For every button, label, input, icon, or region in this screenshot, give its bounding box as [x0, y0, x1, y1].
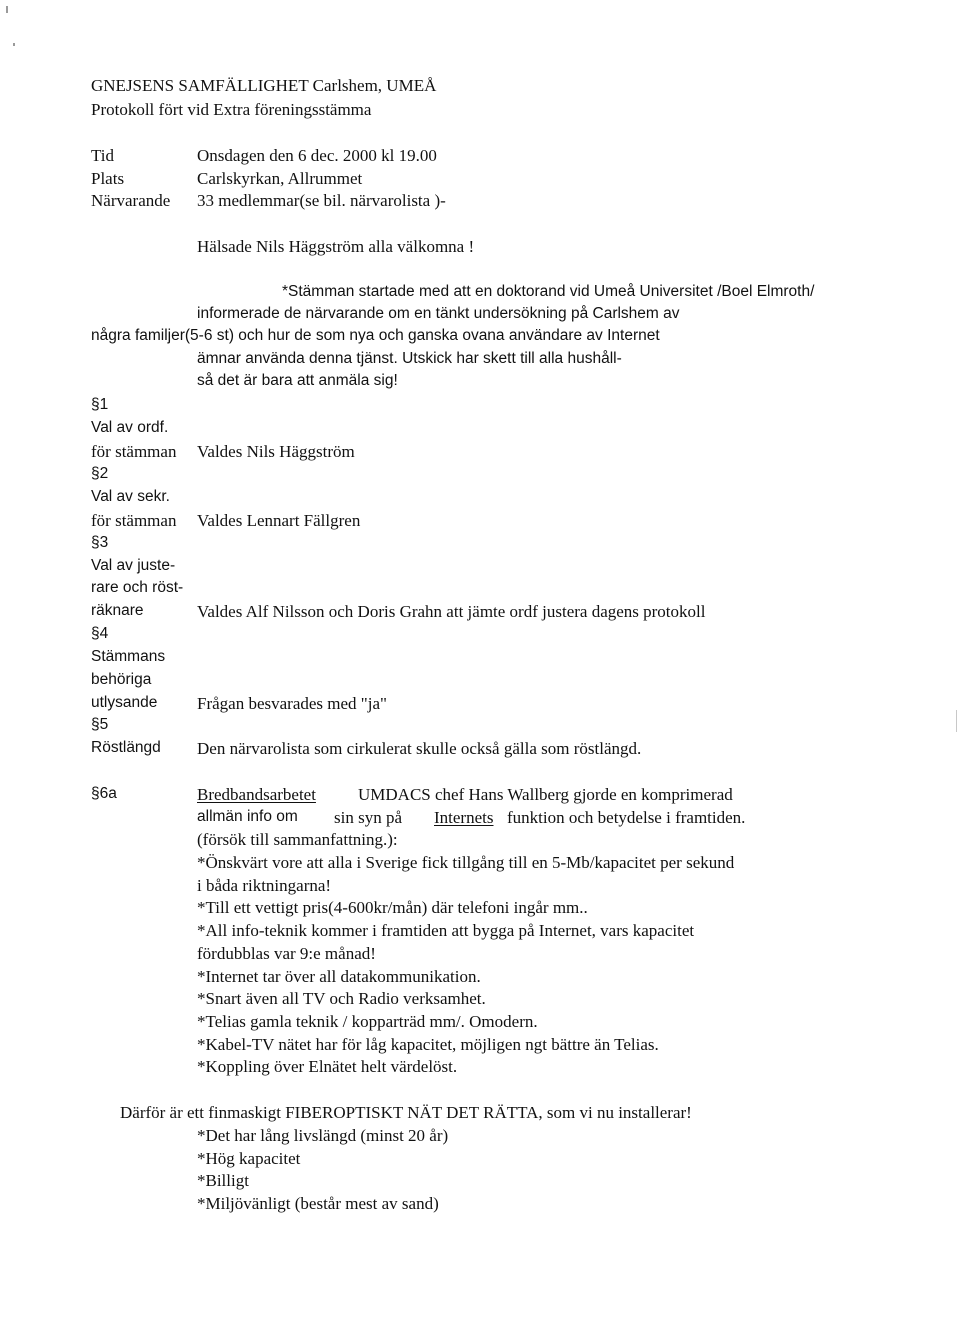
- section-1-number: §1: [91, 396, 109, 413]
- section-3-number: §3: [91, 534, 109, 551]
- intro-line-4: ämnar använda denna tjänst. Utskick har skett till alla hushåll-: [197, 350, 622, 367]
- intro-line-2: informerade de närvarande om en tänkt undersökning på Carlshem av: [197, 305, 680, 322]
- section-4-number: §4: [91, 625, 109, 642]
- section-6a-bullet: *Telias gamla teknik / kopparträd mm/. Omodern.: [197, 1012, 538, 1031]
- plats-label: Plats: [91, 169, 125, 188]
- section-1-heading: för stämman: [91, 442, 177, 461]
- section-6a-bullet: *Kabel-TV nätet har för låg kapacitet, möjligen ngt bättre än Telias.: [197, 1035, 659, 1054]
- section-2-heading: för stämman: [91, 511, 177, 530]
- section-6a-line: funktion och betydelse i framtiden.: [507, 808, 746, 827]
- plats-value: Carlskyrkan, Allrummet: [197, 169, 363, 188]
- scan-speck: [956, 710, 957, 732]
- section-2-number: §2: [91, 465, 109, 482]
- scan-speck: [6, 6, 8, 13]
- section-6a-bullet: *Önskvärt vore att alla i Sverige fick tillgång till en 5-Mb/kapacitet per sekund: [197, 853, 735, 872]
- section-6a-bullet: *Snart även all TV och Radio verksamhet.: [197, 989, 486, 1008]
- document-subtitle: Protokoll fört vid Extra föreningsstämma: [91, 100, 372, 119]
- intro-line-5: så det är bara att anmäla sig!: [197, 372, 398, 389]
- section-6a-intro: UMDACS chef Hans Wallberg gjorde en komprimerad: [358, 785, 733, 804]
- section-5-heading: Röstlängd: [91, 739, 161, 756]
- section-3-text: Valdes Alf Nilsson och Doris Grahn att jämte ordf justera dagens protokoll: [197, 602, 706, 621]
- section-6a-line: sin syn på: [334, 808, 402, 827]
- narvarande-label: Närvarande: [91, 191, 171, 210]
- intro-line-1: *Stämman startade med att en doktorand vid Umeå Universitet /Boel Elmroth/: [282, 283, 815, 300]
- greeting: Hälsade Nils Häggström alla välkomna !: [197, 237, 475, 256]
- intro-line-3: några familjer(5-6 st) och hur de som nya och ganska ovana användare av Internet: [91, 327, 660, 344]
- section-5-text: Den närvarolista som cirkulerat skulle också gälla som röstlängd.: [197, 739, 642, 758]
- section-4-heading: behöriga: [91, 671, 152, 688]
- conclusion-point: *Billigt: [197, 1171, 249, 1190]
- internets-term: Internets: [434, 808, 494, 827]
- conclusion-line: Därför är ett finmaskigt FIBEROPTISKT NÄT DET RÄTTA, som vi nu installerar!: [120, 1103, 692, 1122]
- conclusion-point: *Det har lång livslängd (minst 20 år): [197, 1126, 449, 1145]
- section-6a-bullet: *Till ett vettigt pris(4-600kr/mån) där telefoni ingår mm..: [197, 898, 588, 917]
- narvarande-value: 33 medlemmar(se bil. närvarolista )-: [197, 191, 446, 210]
- section-6a-number: §6a: [91, 785, 117, 802]
- section-3-heading: räknare: [91, 602, 144, 619]
- section-6a-bullet: fördubblas var 9:e månad!: [197, 944, 376, 963]
- section-3-heading: Val av juste-: [91, 557, 176, 574]
- conclusion-point: *Miljövänligt (består mest av sand): [197, 1194, 439, 1213]
- section-5-number: §5: [91, 716, 109, 733]
- tid-value: Onsdagen den 6 dec. 2000 kl 19.00: [197, 146, 437, 165]
- scan-speck: [13, 43, 15, 46]
- section-3-heading: rare och röst-: [91, 579, 184, 596]
- section-2-heading: Val av sekr.: [91, 488, 170, 505]
- section-4-heading: Stämmans: [91, 648, 166, 665]
- section-4-text: Frågan besvarades med "ja": [197, 694, 387, 713]
- section-6a-bullet: *Koppling över Elnätet helt värdelöst.: [197, 1057, 458, 1076]
- section-6a-bullet: *All info-teknik kommer i framtiden att bygga på Internet, vars kapacitet: [197, 921, 695, 940]
- section-1-heading: Val av ordf.: [91, 419, 169, 436]
- conclusion-point: *Hög kapacitet: [197, 1149, 301, 1168]
- document-title: GNEJSENS SAMFÄLLIGHET Carlshem, UMEÅ: [91, 76, 437, 95]
- section-4-heading: utlysande: [91, 694, 158, 711]
- section-6a-bullet: *Internet tar över all datakommunikation.: [197, 967, 481, 986]
- section-6a-topic: Bredbandsarbetet: [197, 785, 316, 804]
- section-6a-bullet: i båda riktningarna!: [197, 876, 332, 895]
- section-6a-line: allmän info om: [197, 808, 298, 825]
- tid-label: Tid: [91, 146, 115, 165]
- section-6a-line: (försök till sammanfattning.):: [197, 830, 398, 849]
- section-1-text: Valdes Nils Häggström: [197, 442, 355, 461]
- section-2-text: Valdes Lennart Fällgren: [197, 511, 361, 530]
